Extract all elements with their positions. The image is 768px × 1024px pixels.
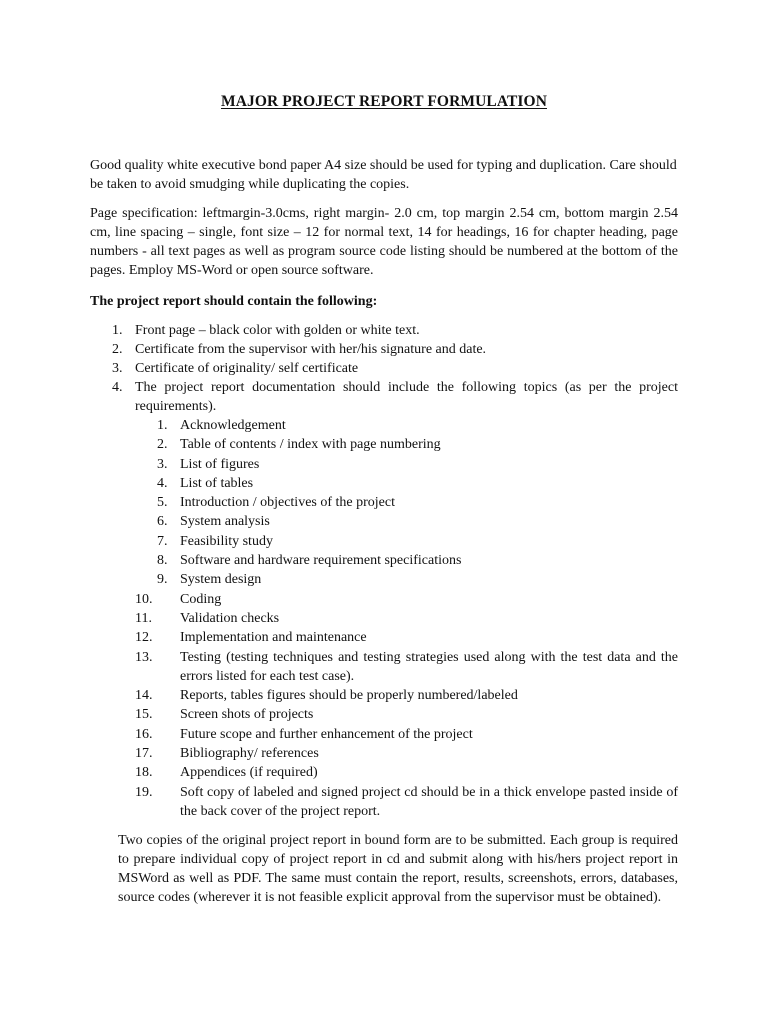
sublist-item xyxy=(135,648,678,687)
list-number: 14. xyxy=(135,688,153,704)
sublist-item xyxy=(135,493,678,512)
sublist-item xyxy=(135,763,678,782)
sublist-item xyxy=(135,725,678,744)
list-number: 11. xyxy=(135,610,152,626)
list-text: Screen shots of projects xyxy=(180,707,314,723)
list-text: Coding xyxy=(180,591,222,607)
page-title: MAJOR PROJECT REPORT FORMULATION xyxy=(220,93,547,110)
list-text: Certificate of originality/ self certificate xyxy=(135,361,359,376)
list-number: 6. xyxy=(157,514,168,530)
list-text: Future scope and further enhancement of the project xyxy=(180,726,473,742)
list-number: 3. xyxy=(112,361,123,376)
list-number: 15. xyxy=(135,707,153,723)
list-item xyxy=(90,378,678,821)
list-number: 13. xyxy=(135,649,153,665)
list-text: Implementation and maintenance xyxy=(180,630,367,646)
list-item xyxy=(90,321,678,340)
list-number: 1. xyxy=(157,418,168,433)
topics-sublist xyxy=(135,416,678,821)
list-text: Software and hardware requirement specifications xyxy=(180,553,462,569)
list-number: 16. xyxy=(135,726,153,742)
list-number: 9. xyxy=(157,572,168,588)
list-item xyxy=(90,359,678,378)
list-number: 1. xyxy=(112,323,123,338)
list-text: Certificate from the supervisor with her/his signature and date. xyxy=(135,342,487,357)
sublist-item xyxy=(135,512,678,531)
list-number: 2. xyxy=(112,342,123,357)
sublist-item xyxy=(135,590,678,609)
list-number: 4. xyxy=(112,380,123,395)
sublist-item xyxy=(135,416,678,435)
list-number: 5. xyxy=(157,495,168,511)
list-text: List of figures xyxy=(180,456,260,472)
list-text: Reports, tables figures should be properly numbered/labeled xyxy=(180,688,518,704)
list-text: Validation checks xyxy=(180,610,280,626)
list-number: 17. xyxy=(135,746,153,762)
list-number: 10. xyxy=(135,591,153,607)
paper-quality-paragraph: Good quality white executive bond paper A4 size should be used for typing and duplication. Care should be taken to avoid smudging while duplicating the copies. xyxy=(90,158,677,192)
list-text: Bibliography/ references xyxy=(180,746,319,762)
sublist-item xyxy=(135,474,678,493)
list-number: 7. xyxy=(157,533,168,549)
sublist-item xyxy=(135,686,678,705)
sublist-item xyxy=(135,455,678,474)
list-number: 19. xyxy=(135,784,153,800)
sublist-item xyxy=(135,435,678,454)
contents-heading: The project report should contain the following: xyxy=(90,294,378,309)
list-text: Testing (testing techniques and testing strategies used along with the test data and the errors listed for each test case). xyxy=(180,649,678,684)
sublist-item xyxy=(135,744,678,763)
sublist-item xyxy=(135,532,678,551)
list-text: The project report documentation should include the following topics (as per the project requirements). xyxy=(135,380,678,414)
list-text: List of tables xyxy=(180,475,254,491)
list-text: Table of contents / index with page numbering xyxy=(180,437,441,453)
main-list xyxy=(90,321,678,821)
list-text: Introduction / objectives of the project xyxy=(180,495,395,511)
sublist-item xyxy=(135,783,678,822)
list-number: 12. xyxy=(135,630,153,646)
sublist-item xyxy=(135,705,678,724)
list-number: 8. xyxy=(157,553,168,569)
sublist-item xyxy=(135,551,678,570)
list-number: 3. xyxy=(157,456,168,472)
list-item xyxy=(90,340,678,359)
list-number: 4. xyxy=(157,475,168,491)
list-text: Appendices (if required) xyxy=(180,765,318,781)
list-text: System analysis xyxy=(180,514,270,530)
list-text: Front page – black color with golden or white text. xyxy=(135,323,420,338)
list-text: Acknowledgement xyxy=(180,418,286,433)
submission-paragraph: Two copies of the original project report in bound form are to be submitted. Each group is required to prepare individual copy of project report in cd and submit along with his/hers project report in MSWord as well as PDF. The same must contain the report, results, screenshots, errors, databases, source codes (wherever it is not feasible explicit approval from the supervisor must be obtained). xyxy=(118,833,678,905)
list-number: 2. xyxy=(157,437,168,453)
sublist-item xyxy=(135,628,678,647)
list-text: System design xyxy=(180,572,262,588)
sublist-item xyxy=(135,609,678,628)
list-number: 18. xyxy=(135,765,153,781)
list-text: Feasibility study xyxy=(180,533,273,549)
sublist-item xyxy=(135,570,678,589)
list-text: Soft copy of labeled and signed project cd should be in a thick envelope pasted inside of the back cover of the project report. xyxy=(180,784,678,819)
page-specification-paragraph: Page specification: leftmargin-3.0cms, right margin- 2.0 cm, top margin 2.54 cm, bottom margin 2.54 cm, line spacing – single, font size – 12 for normal text, 14 for headings, 16 for chapter heading, page numbers - all text pages as well as program source code listing should be numbered at the bottom of the pages. Employ MS-Word or open source software. xyxy=(90,206,678,278)
